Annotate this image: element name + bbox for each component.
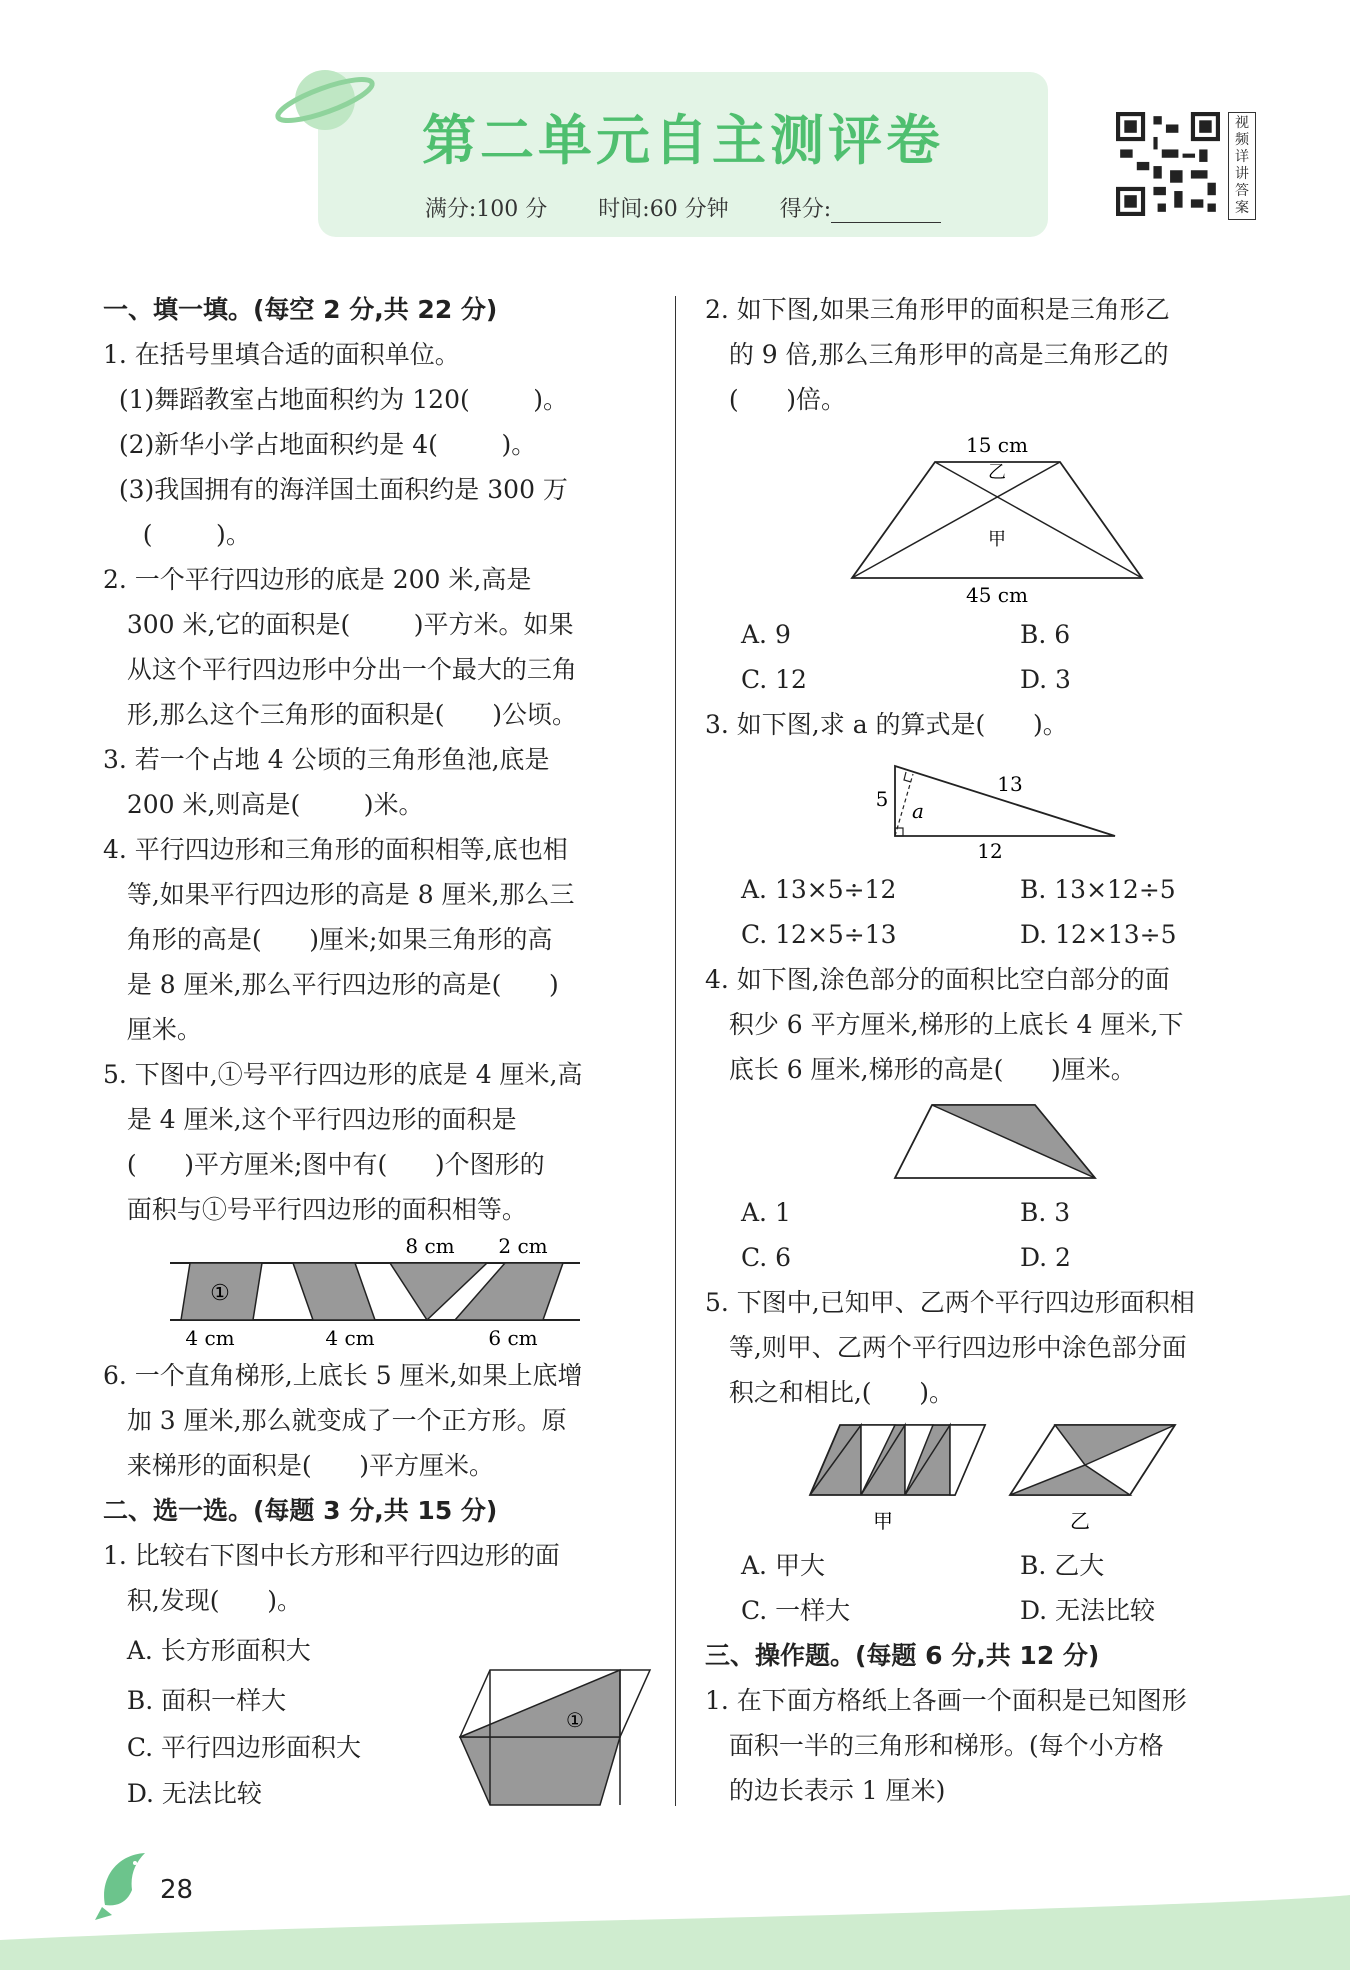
q1-sub3-cont: ( )。 [103, 520, 251, 549]
q1-sub1: (1)舞蹈教室占地面积约为 120( )。 [103, 385, 569, 414]
q2-fig-top: 15 cm [966, 433, 1028, 457]
q6-line1: 6. 一个直角梯形,上底长 5 厘米,如果上底增 [103, 1361, 583, 1390]
fig5-label-2cm: 2 cm [498, 1234, 548, 1258]
fig5-label-4cm-b: 4 cm [325, 1326, 375, 1350]
q3-fig-12: 12 [977, 839, 1003, 863]
r-q5-line3: 积之和相比,( )。 [705, 1378, 954, 1407]
dolphin-icon [90, 1845, 160, 1925]
column-divider [675, 296, 676, 1806]
q4-line4: 是 8 厘米,那么平行四边形的高是( ) [103, 970, 559, 999]
q2-line3: 从这个平行四边形中分出一个最大的三角 [103, 655, 577, 684]
figure-trapezoid-triangles [840, 430, 1160, 605]
q3-line2: 200 米,则高是( )米。 [103, 790, 424, 819]
q4-line2: 等,如果平行四边形的高是 8 厘米,那么三 [103, 880, 575, 909]
r-q5-line1: 5. 下图中,已知甲、乙两个平行四边形面积相 [705, 1288, 1195, 1317]
section-operate-heading: 三、操作题。(每题 6 分,共 12 分) [705, 1641, 1100, 1670]
s3-q1-line2: 面积一半的三角形和梯形。(每个小方格 [705, 1731, 1164, 1760]
parallelogram-2 [293, 1263, 375, 1320]
q5-option-c: C. 一样大 [741, 1596, 851, 1625]
fig5-label-4cm-a: 4 cm [185, 1326, 235, 1350]
r-q3: 3. 如下图,求 a 的算式是( )。 [705, 710, 1068, 739]
q1-text: 1. 在括号里填合适的面积单位。 [103, 340, 460, 369]
q4-option-c: C. 6 [741, 1243, 792, 1272]
q2-option-c: C. 12 [741, 665, 807, 694]
q2-option-b: B. 6 [1020, 620, 1071, 649]
q3-option-d: D. 12×13÷5 [1020, 920, 1177, 949]
fig5-label-6cm: 6 cm [488, 1326, 538, 1350]
q2-option-d: D. 3 [1020, 665, 1071, 694]
footer-wave [0, 1880, 1350, 1970]
q4-line3: 角形的高是( )厘米;如果三角形的高 [103, 925, 553, 954]
fig5-mark: ① [210, 1281, 230, 1306]
fig-cmp-mark: ① [566, 1708, 584, 1732]
page-number: 28 [160, 1875, 194, 1905]
r-q2-line2: 的 9 倍,那么三角形甲的高是三角形乙的 [705, 340, 1169, 369]
q2-line2: 300 米,它的面积是( )平方米。如果 [103, 610, 574, 639]
q2-fig-yi: 乙 [988, 462, 1006, 483]
c1-line2: 积,发现( )。 [103, 1586, 302, 1615]
qr-code-icon[interactable] [1112, 112, 1224, 216]
q5-option-d: D. 无法比较 [1020, 1596, 1156, 1625]
r-q2-line3: ( )倍。 [705, 385, 847, 414]
figure-right-triangle [870, 758, 1120, 868]
q5-line4: 面积与①号平行四边形的面积相等。 [103, 1195, 527, 1224]
s3-q1-line3: 的边长表示 1 厘米) [705, 1776, 946, 1805]
q3-option-b: B. 13×12÷5 [1020, 875, 1176, 904]
c1-option-d: D. 无法比较 [103, 1779, 262, 1808]
exam-info [318, 192, 1048, 223]
r-q4-line3: 底长 6 厘米,梯形的高是( )厘米。 [705, 1055, 1136, 1084]
q6-line3: 来梯形的面积是( )平方厘米。 [103, 1451, 495, 1480]
c1-option-b: B. 面积一样大 [103, 1686, 287, 1715]
figure-parallel-lines [165, 1228, 595, 1353]
section-fill-heading: 一、填一填。(每空 2 分,共 22 分) [103, 295, 498, 324]
q5-option-a: A. 甲大 [741, 1551, 825, 1580]
q1-sub3: (3)我国拥有的海洋国土面积约是 300 万 [103, 475, 568, 504]
q2-line4: 形,那么这个三角形的面积是( )公顷。 [103, 700, 577, 729]
r-q2-line1: 2. 如下图,如果三角形甲的面积是三角形乙 [705, 295, 1170, 324]
figure-shaded-trapezoid [890, 1100, 1100, 1185]
figure-jia-yi [805, 1420, 1185, 1540]
q3-line1: 3. 若一个占地 4 公顷的三角形鱼池,底是 [103, 745, 550, 774]
c1-option-c: C. 平行四边形面积大 [103, 1733, 361, 1762]
q1-sub2: (2)新华小学占地面积约是 4( )。 [103, 430, 537, 459]
figure-rect-parallelogram [440, 1665, 660, 1815]
q3-fig-a: a [912, 799, 924, 823]
q5-line1: 5. 下图中,①号平行四边形的底是 4 厘米,高 [103, 1060, 583, 1089]
q5-fig-jia: 甲 [873, 1509, 893, 1533]
q4-line1: 4. 平行四边形和三角形的面积相等,底也相 [103, 835, 568, 864]
c1-line1: 1. 比较右下图中长方形和平行四边形的面 [103, 1541, 560, 1570]
q4-line5: 厘米。 [103, 1015, 202, 1044]
q5-fig-yi: 乙 [1070, 1509, 1090, 1533]
q6-line2: 加 3 厘米,那么就变成了一个正方形。原 [103, 1406, 567, 1435]
q3-fig-13: 13 [997, 772, 1023, 796]
q5-line2: 是 4 厘米,这个平行四边形的面积是 [103, 1105, 517, 1134]
q5-option-b: B. 乙大 [1020, 1551, 1105, 1580]
section-choose-heading: 二、选一选。(每题 3 分,共 15 分) [103, 1496, 498, 1525]
q3-option-a: A. 13×5÷12 [741, 875, 897, 904]
fig5-label-8cm: 8 cm [405, 1234, 455, 1258]
time-limit: 时间:60 分钟 [598, 197, 729, 222]
q5-line3: ( )平方厘米;图中有( )个图形的 [103, 1150, 545, 1179]
q3-option-c: C. 12×5÷13 [741, 920, 897, 949]
c1-option-a: A. 长方形面积大 [103, 1636, 311, 1665]
q2-option-a: A. 9 [741, 620, 791, 649]
q3-fig-5: 5 [875, 787, 889, 811]
q4-option-d: D. 2 [1020, 1243, 1071, 1272]
page-title: 第二单元自主测评卷 [422, 109, 944, 172]
qr-label: 视频详讲答案 [1228, 112, 1256, 220]
r-q4-line2: 积少 6 平方厘米,梯形的上底长 4 厘米,下 [705, 1010, 1184, 1039]
q4-option-a: A. 1 [741, 1198, 791, 1227]
q2-fig-bottom: 45 cm [966, 583, 1028, 605]
full-marks: 满分:100 分 [424, 197, 548, 222]
q4-option-b: B. 3 [1020, 1198, 1071, 1227]
r-q4-line1: 4. 如下图,涂色部分的面积比空白部分的面 [705, 965, 1170, 994]
s3-q1-line1: 1. 在下面方格纸上各画一个面积是已知图形 [705, 1686, 1187, 1715]
score-field: 得分: [780, 197, 941, 222]
q2-line1: 2. 一个平行四边形的底是 200 米,高是 [103, 565, 532, 594]
r-q5-line2: 等,则甲、乙两个平行四边形中涂色部分面 [705, 1333, 1187, 1362]
q2-fig-jia: 甲 [988, 529, 1006, 550]
